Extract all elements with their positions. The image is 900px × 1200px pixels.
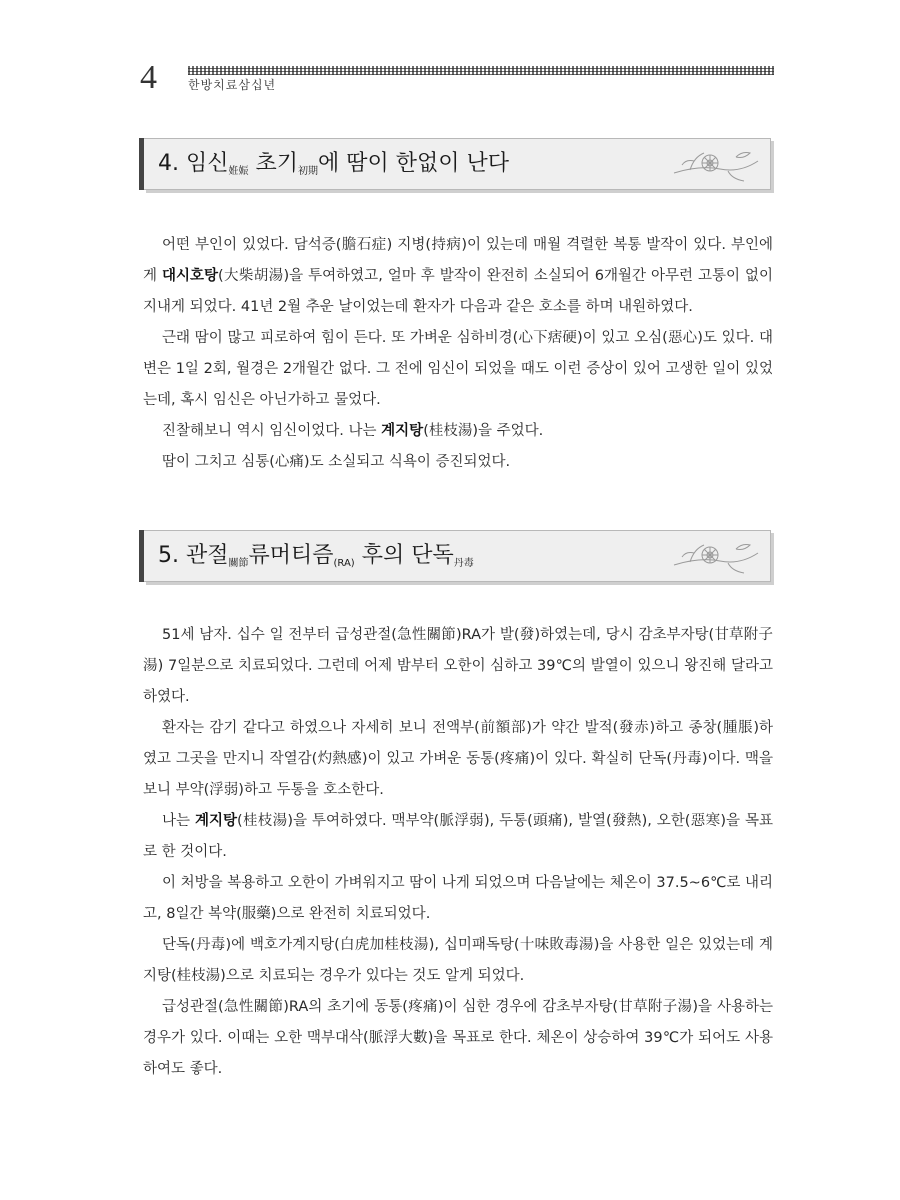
page-number: 4 [140, 59, 157, 96]
paragraph: 단독(丹毒)에 백호가계지탕(白虎加桂枝湯), 십미패독탕(十味敗毒湯)을 사용한 일은 있었는데 계지탕(桂枝湯)으로 치료되는 경우가 있다는 것도 알게 되었다. [143, 937, 773, 984]
title-text: 5. 관절 [158, 543, 229, 568]
section-heading-4 [143, 138, 771, 190]
paragraph: 이 처방을 복용하고 오한이 가벼워지고 땀이 나게 되었으며 다음날에는 체온이 37.5~6℃로 내리고, 8일간 복약(服藥)으로 완전히 치료되었다. [143, 875, 773, 922]
heading-accent-bar [139, 530, 144, 582]
title-text: 4. 임신 [158, 151, 229, 176]
section-body-4 [143, 230, 773, 478]
flower-ornament-icon [670, 535, 762, 577]
paragraph: 어떤 부인이 있었다. 담석증(膽石症) 지병(持病)이 있는데 매월 격렬한 복통 발작이 있다. 부인에게 대시호탕(大柴胡湯)을 투여하였고, 얼마 후 발작이 완전히 소실되어 6개월간 아무런 고통이 없이 지내게 되었다. 41년 2월 추운 날이었는데 환자가 다음과 같은 호소를 하며 내원하였다. [143, 237, 773, 315]
section-heading-5 [143, 530, 771, 582]
title-hanja: 姙娠 [228, 166, 249, 177]
title-text: 에 땀이 한없이 난다 [318, 151, 509, 176]
section-body-5 [143, 620, 773, 1085]
flower-ornament-icon [670, 143, 762, 185]
paragraph: 나는 계지탕(桂枝湯)을 투여하였다. 맥부약(脈浮弱), 두통(頭痛), 발열(發熱), 오한(惡寒)을 목표로 한 것이다. [143, 813, 773, 860]
paragraph: 근래 땀이 많고 피로하여 힘이 든다. 또 가벼운 심하비경(心下痞硬)이 있고 오심(惡心)도 있다. 대변은 1일 2회, 월경은 2개월간 없다. 그 전에 임신이 되었을 때도 이런 증상이 있어 고생한 일이 있었는데, 혹시 임신은 아닌가하고 물었다. [143, 330, 773, 408]
title-text: 류머티즘 [248, 543, 334, 568]
section-title [158, 148, 509, 188]
heading-accent-bar [139, 138, 144, 190]
page-header [138, 58, 774, 108]
title-hanja: 關節 [228, 558, 249, 569]
title-hanja: 初期 [298, 166, 318, 177]
paragraph: 환자는 감기 같다고 하였으나 자세히 보니 전액부(前額部)가 약간 발적(發赤)하고 종창(腫脹)하였고 그곳을 만지니 작열감(灼熱感)이 있고 가벼운 동통(疼痛)이 있다. 확실히 단독(丹毒)이다. 맥을 보니 부약(浮弱)하고 두통을 호소한다. [143, 720, 773, 798]
title-text: 후의 단독 [354, 543, 454, 568]
paragraph: 51세 남자. 십수 일 전부터 급성관절(急性關節)RA가 발(發)하였는데, 당시 감초부자탕(甘草附子湯) 7일분으로 치료되었다. 그런데 어제 밤부터 오한이 심하고 39℃의 발열이 있으니 왕진해 달라고 하였다. [143, 627, 773, 705]
title-hanja: (RA) [333, 558, 355, 569]
header-rule [188, 66, 774, 75]
title-text: 초기 [248, 151, 298, 176]
section-title [158, 540, 474, 580]
paragraph: 급성관절(急性關節)RA의 초기에 동통(疼痛)이 심한 경우에 감초부자탕(甘草附子湯)을 사용하는 경우가 있다. 이때는 오한 맥부대삭(脈浮大數)을 목표로 한다. 체온이 상승하여 39℃가 되어도 사용하여도 좋다. [143, 999, 773, 1077]
title-hanja: 丹毒 [453, 558, 474, 569]
book-title: 한방치료삼십년 [188, 78, 277, 92]
paragraph: 땀이 그치고 심통(心痛)도 소실되고 식욕이 증진되었다. [162, 454, 511, 470]
paragraph: 진찰해보니 역시 임신이었다. 나는 계지탕(桂枝湯)을 주었다. [162, 423, 544, 439]
